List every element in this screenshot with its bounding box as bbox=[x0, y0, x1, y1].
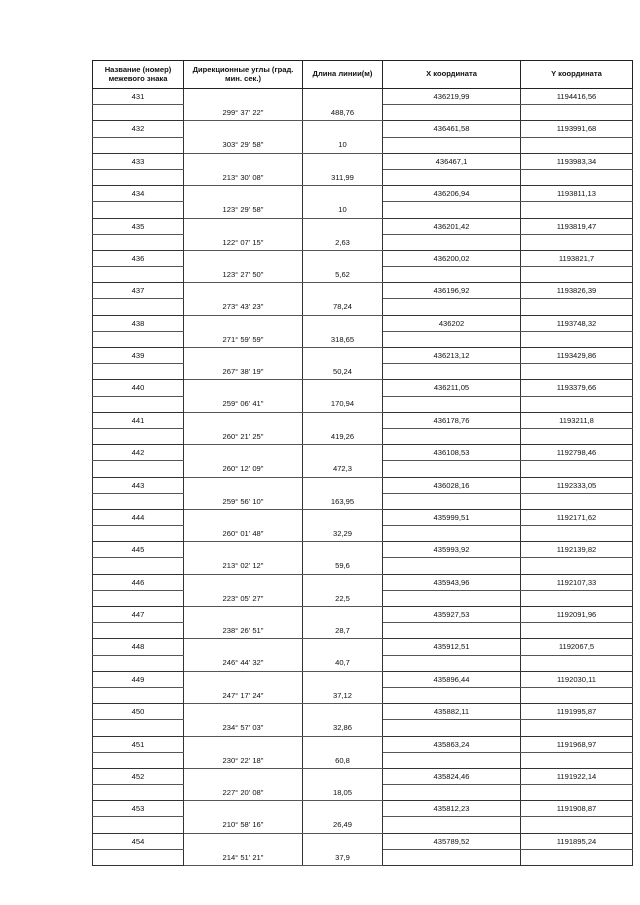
y-coordinate: 1191968,97 bbox=[521, 736, 633, 752]
empty-cell bbox=[93, 428, 184, 444]
empty-cell bbox=[383, 105, 521, 121]
x-coordinate: 435824,46 bbox=[383, 768, 521, 784]
empty-cell bbox=[184, 477, 303, 493]
point-row bbox=[93, 607, 633, 623]
empty-cell bbox=[93, 655, 184, 671]
line-length: 26,49 bbox=[303, 817, 383, 833]
direction-angle: 259° 06' 41" bbox=[184, 396, 303, 412]
empty-cell bbox=[93, 817, 184, 833]
direction-angle: 299° 37' 22" bbox=[184, 105, 303, 121]
direction-angle: 214° 51' 21" bbox=[184, 849, 303, 865]
empty-cell bbox=[184, 186, 303, 202]
empty-cell bbox=[184, 607, 303, 623]
empty-cell bbox=[93, 169, 184, 185]
point-row bbox=[93, 186, 633, 202]
point-row bbox=[93, 671, 633, 687]
empty-cell bbox=[521, 234, 633, 250]
empty-cell bbox=[93, 687, 184, 703]
direction-angle: 246° 44' 32" bbox=[184, 655, 303, 671]
point-row bbox=[93, 542, 633, 558]
empty-cell bbox=[303, 542, 383, 558]
empty-cell bbox=[383, 461, 521, 477]
line-length: 311,99 bbox=[303, 169, 383, 185]
point-row bbox=[93, 250, 633, 266]
empty-cell bbox=[521, 849, 633, 865]
x-coordinate: 436213,12 bbox=[383, 348, 521, 364]
empty-cell bbox=[184, 445, 303, 461]
point-row bbox=[93, 380, 633, 396]
point-name: 439 bbox=[93, 348, 184, 364]
line-row bbox=[93, 461, 633, 477]
empty-cell bbox=[303, 509, 383, 525]
x-coordinate: 436196,92 bbox=[383, 283, 521, 299]
empty-cell bbox=[383, 364, 521, 380]
direction-angle: 260° 21' 25" bbox=[184, 428, 303, 444]
empty-cell bbox=[184, 218, 303, 234]
empty-cell bbox=[303, 89, 383, 105]
y-coordinate: 1191895,24 bbox=[521, 833, 633, 849]
direction-angle: 213° 30' 08" bbox=[184, 169, 303, 185]
empty-cell bbox=[521, 364, 633, 380]
empty-cell bbox=[184, 348, 303, 364]
y-coordinate: 1193379,66 bbox=[521, 380, 633, 396]
empty-cell bbox=[303, 736, 383, 752]
empty-cell bbox=[303, 186, 383, 202]
empty-cell bbox=[184, 380, 303, 396]
line-row bbox=[93, 817, 633, 833]
empty-cell bbox=[303, 833, 383, 849]
point-row bbox=[93, 801, 633, 817]
direction-angle: 247° 17' 24" bbox=[184, 687, 303, 703]
point-name: 436 bbox=[93, 250, 184, 266]
line-row bbox=[93, 785, 633, 801]
empty-cell bbox=[303, 250, 383, 266]
empty-cell bbox=[93, 526, 184, 542]
empty-cell bbox=[93, 331, 184, 347]
point-name: 453 bbox=[93, 801, 184, 817]
line-length: 472,3 bbox=[303, 461, 383, 477]
empty-cell bbox=[383, 558, 521, 574]
y-coordinate: 1193748,32 bbox=[521, 315, 633, 331]
empty-cell bbox=[521, 720, 633, 736]
empty-cell bbox=[521, 267, 633, 283]
line-row bbox=[93, 428, 633, 444]
empty-cell bbox=[93, 364, 184, 380]
empty-cell bbox=[303, 412, 383, 428]
point-row bbox=[93, 89, 633, 105]
point-name: 452 bbox=[93, 768, 184, 784]
line-row bbox=[93, 526, 633, 542]
empty-cell bbox=[521, 202, 633, 218]
y-coordinate: 1192091,96 bbox=[521, 607, 633, 623]
line-row bbox=[93, 137, 633, 153]
point-row bbox=[93, 348, 633, 364]
direction-angle: 260° 12' 09" bbox=[184, 461, 303, 477]
empty-cell bbox=[383, 752, 521, 768]
point-name: 441 bbox=[93, 412, 184, 428]
empty-cell bbox=[383, 526, 521, 542]
y-coordinate: 1192798,46 bbox=[521, 445, 633, 461]
header-y: Y координата bbox=[521, 61, 633, 89]
point-name: 447 bbox=[93, 607, 184, 623]
empty-cell bbox=[303, 380, 383, 396]
empty-cell bbox=[521, 461, 633, 477]
direction-angle: 123° 27' 50" bbox=[184, 267, 303, 283]
empty-cell bbox=[184, 671, 303, 687]
x-coordinate: 435943,96 bbox=[383, 574, 521, 590]
y-coordinate: 1193821,7 bbox=[521, 250, 633, 266]
empty-cell bbox=[383, 331, 521, 347]
line-row bbox=[93, 202, 633, 218]
line-length: 22,5 bbox=[303, 590, 383, 606]
x-coordinate: 436202 bbox=[383, 315, 521, 331]
empty-cell bbox=[93, 396, 184, 412]
line-length: 40,7 bbox=[303, 655, 383, 671]
point-name: 445 bbox=[93, 542, 184, 558]
line-row bbox=[93, 364, 633, 380]
line-row bbox=[93, 234, 633, 250]
empty-cell bbox=[184, 833, 303, 849]
empty-cell bbox=[303, 477, 383, 493]
empty-cell bbox=[303, 121, 383, 137]
x-coordinate: 436219,99 bbox=[383, 89, 521, 105]
line-row bbox=[93, 331, 633, 347]
empty-cell bbox=[383, 720, 521, 736]
x-coordinate: 436200,02 bbox=[383, 250, 521, 266]
line-length: 50,24 bbox=[303, 364, 383, 380]
header-x: X координата bbox=[383, 61, 521, 89]
point-name: 438 bbox=[93, 315, 184, 331]
empty-cell bbox=[184, 250, 303, 266]
line-length: 10 bbox=[303, 202, 383, 218]
y-coordinate: 1193826,39 bbox=[521, 283, 633, 299]
line-length: 163,95 bbox=[303, 493, 383, 509]
point-name: 450 bbox=[93, 704, 184, 720]
empty-cell bbox=[383, 687, 521, 703]
empty-cell bbox=[93, 234, 184, 250]
empty-cell bbox=[383, 396, 521, 412]
empty-cell bbox=[521, 785, 633, 801]
empty-cell bbox=[521, 752, 633, 768]
direction-angle: 271° 59' 59" bbox=[184, 331, 303, 347]
empty-cell bbox=[383, 493, 521, 509]
point-name: 434 bbox=[93, 186, 184, 202]
empty-cell bbox=[303, 348, 383, 364]
empty-cell bbox=[184, 283, 303, 299]
empty-cell bbox=[184, 801, 303, 817]
empty-cell bbox=[383, 299, 521, 315]
line-row bbox=[93, 558, 633, 574]
direction-angle: 227° 20' 08" bbox=[184, 785, 303, 801]
direction-angle: 273° 43' 23" bbox=[184, 299, 303, 315]
line-row bbox=[93, 655, 633, 671]
empty-cell bbox=[521, 493, 633, 509]
empty-cell bbox=[303, 218, 383, 234]
empty-cell bbox=[521, 655, 633, 671]
y-coordinate: 1191908,87 bbox=[521, 801, 633, 817]
y-coordinate: 1193811,13 bbox=[521, 186, 633, 202]
point-name: 454 bbox=[93, 833, 184, 849]
y-coordinate: 1192067,5 bbox=[521, 639, 633, 655]
empty-cell bbox=[184, 736, 303, 752]
line-row bbox=[93, 590, 633, 606]
point-row bbox=[93, 315, 633, 331]
x-coordinate: 435927,53 bbox=[383, 607, 521, 623]
empty-cell bbox=[521, 428, 633, 444]
line-length: 5,62 bbox=[303, 267, 383, 283]
x-coordinate: 436028,16 bbox=[383, 477, 521, 493]
empty-cell bbox=[383, 785, 521, 801]
y-coordinate: 1194416,56 bbox=[521, 89, 633, 105]
x-coordinate: 435896,44 bbox=[383, 671, 521, 687]
line-row bbox=[93, 267, 633, 283]
empty-cell bbox=[184, 509, 303, 525]
empty-cell bbox=[93, 202, 184, 218]
empty-cell bbox=[521, 105, 633, 121]
empty-cell bbox=[93, 299, 184, 315]
empty-cell bbox=[383, 428, 521, 444]
point-name: 433 bbox=[93, 153, 184, 169]
direction-angle: 259° 56' 10" bbox=[184, 493, 303, 509]
empty-cell bbox=[184, 704, 303, 720]
point-row bbox=[93, 639, 633, 655]
x-coordinate: 436211,05 bbox=[383, 380, 521, 396]
empty-cell bbox=[184, 639, 303, 655]
line-row bbox=[93, 396, 633, 412]
line-row bbox=[93, 299, 633, 315]
line-length: 10 bbox=[303, 137, 383, 153]
empty-cell bbox=[184, 153, 303, 169]
direction-angle: 210° 58' 16" bbox=[184, 817, 303, 833]
empty-cell bbox=[303, 704, 383, 720]
empty-cell bbox=[383, 655, 521, 671]
empty-cell bbox=[184, 315, 303, 331]
boundary-coordinates-table bbox=[92, 60, 633, 866]
empty-cell bbox=[521, 396, 633, 412]
empty-cell bbox=[383, 169, 521, 185]
line-row bbox=[93, 752, 633, 768]
line-row bbox=[93, 493, 633, 509]
empty-cell bbox=[184, 542, 303, 558]
direction-angle: 267° 38' 19" bbox=[184, 364, 303, 380]
point-name: 443 bbox=[93, 477, 184, 493]
point-row bbox=[93, 445, 633, 461]
table-body bbox=[93, 89, 633, 866]
line-row bbox=[93, 105, 633, 121]
point-name: 437 bbox=[93, 283, 184, 299]
x-coordinate: 436201,42 bbox=[383, 218, 521, 234]
y-coordinate: 1191995,87 bbox=[521, 704, 633, 720]
empty-cell bbox=[521, 817, 633, 833]
empty-cell bbox=[521, 299, 633, 315]
line-row bbox=[93, 687, 633, 703]
empty-cell bbox=[184, 574, 303, 590]
point-row bbox=[93, 218, 633, 234]
x-coordinate: 436178,76 bbox=[383, 412, 521, 428]
x-coordinate: 435789,52 bbox=[383, 833, 521, 849]
x-coordinate: 435882,11 bbox=[383, 704, 521, 720]
y-coordinate: 1192030,11 bbox=[521, 671, 633, 687]
empty-cell bbox=[521, 137, 633, 153]
y-coordinate: 1192171,62 bbox=[521, 509, 633, 525]
empty-cell bbox=[303, 768, 383, 784]
empty-cell bbox=[93, 493, 184, 509]
point-row bbox=[93, 283, 633, 299]
point-row bbox=[93, 121, 633, 137]
empty-cell bbox=[383, 137, 521, 153]
point-name: 448 bbox=[93, 639, 184, 655]
line-row bbox=[93, 720, 633, 736]
empty-cell bbox=[184, 121, 303, 137]
y-coordinate: 1193991,68 bbox=[521, 121, 633, 137]
y-coordinate: 1192107,33 bbox=[521, 574, 633, 590]
empty-cell bbox=[303, 671, 383, 687]
direction-angle: 234° 57' 03" bbox=[184, 720, 303, 736]
empty-cell bbox=[93, 137, 184, 153]
y-coordinate: 1193429,86 bbox=[521, 348, 633, 364]
empty-cell bbox=[184, 768, 303, 784]
point-name: 444 bbox=[93, 509, 184, 525]
x-coordinate: 435999,51 bbox=[383, 509, 521, 525]
point-row bbox=[93, 768, 633, 784]
empty-cell bbox=[383, 234, 521, 250]
x-coordinate: 435993,92 bbox=[383, 542, 521, 558]
empty-cell bbox=[303, 445, 383, 461]
empty-cell bbox=[93, 720, 184, 736]
line-length: 2,63 bbox=[303, 234, 383, 250]
direction-angle: 213° 02' 12" bbox=[184, 558, 303, 574]
empty-cell bbox=[93, 267, 184, 283]
empty-cell bbox=[303, 315, 383, 331]
y-coordinate: 1192139,82 bbox=[521, 542, 633, 558]
empty-cell bbox=[93, 623, 184, 639]
empty-cell bbox=[383, 623, 521, 639]
empty-cell bbox=[93, 752, 184, 768]
empty-cell bbox=[521, 169, 633, 185]
point-name: 442 bbox=[93, 445, 184, 461]
y-coordinate: 1193983,34 bbox=[521, 153, 633, 169]
direction-angle: 260° 01' 48" bbox=[184, 526, 303, 542]
empty-cell bbox=[184, 89, 303, 105]
x-coordinate: 435912,51 bbox=[383, 639, 521, 655]
point-row bbox=[93, 704, 633, 720]
point-row bbox=[93, 477, 633, 493]
point-name: 451 bbox=[93, 736, 184, 752]
empty-cell bbox=[93, 105, 184, 121]
point-name: 446 bbox=[93, 574, 184, 590]
line-length: 18,05 bbox=[303, 785, 383, 801]
header-angles: Дирекционные углы (град. мин. сек.) bbox=[184, 61, 303, 89]
empty-cell bbox=[383, 590, 521, 606]
direction-angle: 303° 29' 58" bbox=[184, 137, 303, 153]
empty-cell bbox=[93, 785, 184, 801]
header-length: Длина линии(м) bbox=[303, 61, 383, 89]
point-row bbox=[93, 509, 633, 525]
y-coordinate: 1191922,14 bbox=[521, 768, 633, 784]
empty-cell bbox=[383, 202, 521, 218]
empty-cell bbox=[383, 267, 521, 283]
empty-cell bbox=[383, 817, 521, 833]
line-length: 78,24 bbox=[303, 299, 383, 315]
point-name: 431 bbox=[93, 89, 184, 105]
y-coordinate: 1193211,8 bbox=[521, 412, 633, 428]
point-name: 432 bbox=[93, 121, 184, 137]
point-row bbox=[93, 833, 633, 849]
direction-angle: 230° 22' 18" bbox=[184, 752, 303, 768]
empty-cell bbox=[521, 623, 633, 639]
point-row bbox=[93, 736, 633, 752]
y-coordinate: 1193819,47 bbox=[521, 218, 633, 234]
line-length: 488,76 bbox=[303, 105, 383, 121]
x-coordinate: 436108,53 bbox=[383, 445, 521, 461]
empty-cell bbox=[521, 687, 633, 703]
line-length: 419,26 bbox=[303, 428, 383, 444]
line-length: 32,86 bbox=[303, 720, 383, 736]
empty-cell bbox=[93, 461, 184, 477]
x-coordinate: 436467,1 bbox=[383, 153, 521, 169]
empty-cell bbox=[303, 639, 383, 655]
line-row bbox=[93, 169, 633, 185]
empty-cell bbox=[93, 849, 184, 865]
empty-cell bbox=[93, 558, 184, 574]
empty-cell bbox=[521, 526, 633, 542]
line-length: 32,29 bbox=[303, 526, 383, 542]
point-row bbox=[93, 574, 633, 590]
point-name: 440 bbox=[93, 380, 184, 396]
empty-cell bbox=[303, 153, 383, 169]
table-header-row bbox=[93, 61, 633, 89]
direction-angle: 223° 05' 27" bbox=[184, 590, 303, 606]
empty-cell bbox=[521, 558, 633, 574]
empty-cell bbox=[521, 331, 633, 347]
direction-angle: 122° 07' 15" bbox=[184, 234, 303, 250]
direction-angle: 123° 29' 58" bbox=[184, 202, 303, 218]
header-name: Название (номер) межевого знака bbox=[93, 61, 184, 89]
empty-cell bbox=[303, 283, 383, 299]
point-name: 449 bbox=[93, 671, 184, 687]
line-length: 318,65 bbox=[303, 331, 383, 347]
empty-cell bbox=[303, 607, 383, 623]
line-length: 60,8 bbox=[303, 752, 383, 768]
line-row bbox=[93, 849, 633, 865]
x-coordinate: 435812,23 bbox=[383, 801, 521, 817]
line-length: 37,12 bbox=[303, 687, 383, 703]
x-coordinate: 436461,58 bbox=[383, 121, 521, 137]
empty-cell bbox=[93, 590, 184, 606]
line-length: 170,94 bbox=[303, 396, 383, 412]
empty-cell bbox=[184, 412, 303, 428]
point-row bbox=[93, 153, 633, 169]
empty-cell bbox=[521, 590, 633, 606]
line-row bbox=[93, 623, 633, 639]
point-name: 435 bbox=[93, 218, 184, 234]
x-coordinate: 436206,94 bbox=[383, 186, 521, 202]
line-length: 28,7 bbox=[303, 623, 383, 639]
x-coordinate: 435863,24 bbox=[383, 736, 521, 752]
point-row bbox=[93, 412, 633, 428]
empty-cell bbox=[303, 801, 383, 817]
direction-angle: 238° 26' 51" bbox=[184, 623, 303, 639]
line-length: 59,6 bbox=[303, 558, 383, 574]
line-length: 37,9 bbox=[303, 849, 383, 865]
y-coordinate: 1192333,05 bbox=[521, 477, 633, 493]
empty-cell bbox=[383, 849, 521, 865]
empty-cell bbox=[303, 574, 383, 590]
